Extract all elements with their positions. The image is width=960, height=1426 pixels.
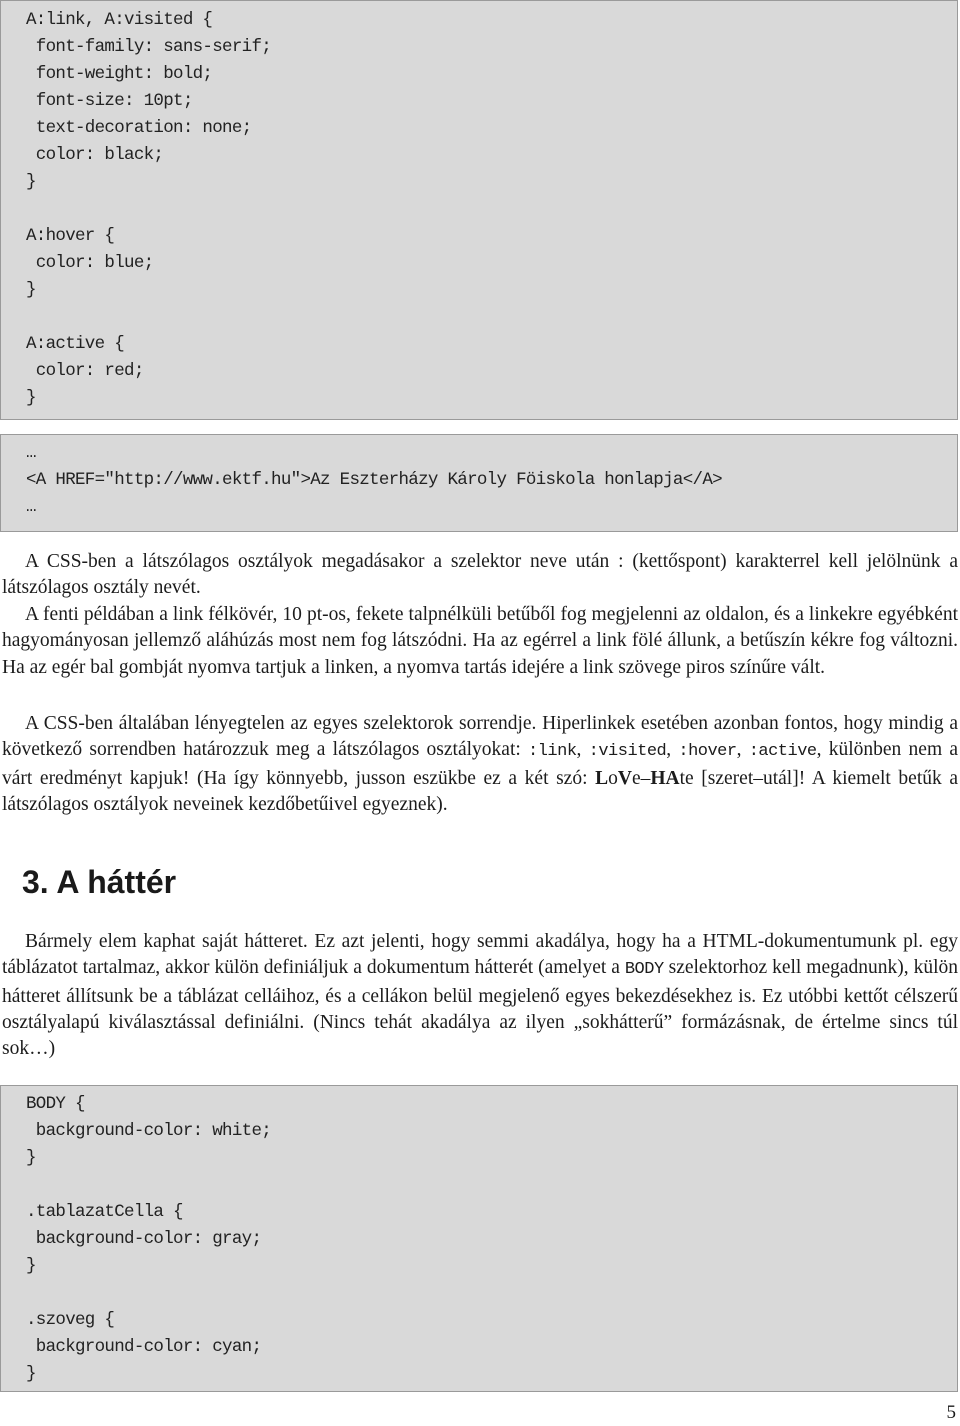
code-line: color: red; [26,361,144,381]
paragraph-text: A fenti példában a link félkövér, 10 pt-os, fekete talpnélküli betűből fog megjelenni az oldalon, és a linkekre egyébként hagyományosan jellemző aláhúzás most nem fog látszódni. Ha az egérrel a link fölé állunk, a betűszín kékre fog változni. Ha az egér bal gombját nyomva tartjuk a linken, a nyomva tartás idejére a link szövege piros színűre vált. [2,604,958,678]
separator: , [736,739,749,761]
code-line: .szoveg { [26,1310,115,1330]
separator: , [666,739,679,761]
code-line: } [26,172,36,192]
code-line: font-weight: bold; [26,64,213,84]
code-line: color: blue; [26,253,154,273]
paragraph-text: , különben nem a várt eredményt kapjuk! (Ha így könnyebb, jusson eszükbe ez a két szó: [2,739,958,789]
code-line: text-decoration: none; [26,118,252,138]
code-line: … [26,443,36,463]
code-line: background-color: cyan; [26,1337,262,1357]
page-number: 5 [946,1402,956,1423]
code-line: … [26,497,36,517]
paragraph-text: o [608,767,618,789]
code-block-anchor-example [0,434,958,532]
paragraph-text: A CSS-ben a látszólagos osztályok megadásakor a szelektor neve után : (kettőspont) karakterrel kell jelölnünk a látszólagos osztály nevét. [2,551,958,599]
section-heading: 3. A háttér [22,864,177,900]
code-line: } [26,1256,36,1276]
code-line: A:link, A:visited { [26,10,213,30]
separator: , [576,739,589,761]
code-line: } [26,280,36,300]
code-line: A:hover { [26,226,115,246]
code-line: font-size: 10pt; [26,91,193,111]
code-block-background-styles [0,1085,958,1392]
paragraph-text: e– [631,767,651,789]
code-line: } [26,1364,36,1384]
paragraph-text: szelektorhoz kell megadnunk), külön hátteret állítsunk be a táblázat celláihoz, és a cellákon belül megjelenő egyes bekezdésekhez is. Ez utóbbi kettőt célszerű osztályalapú kiválasztással definiálni. (Nincs tehát akadálya az ilyen „sokhátterű” formázásnak, de értelme sincs túl sok…) [2,957,959,1060]
paragraph-example-explanation [2,602,958,681]
code-line: background-color: white; [26,1121,272,1141]
inline-code: :active [748,742,817,762]
code-line: } [26,388,36,408]
code-line: <A HREF="http://www.ektf.hu">Az Eszterházy Károly Föiskola honlapja</A> [26,470,722,490]
paragraph-text: A CSS-ben általában lényegtelen az egyes szelektorok sorrendje. Hiperlinkek esetében azonban fontos, hogy mindig a következő sorrendben határozzuk meg a látszólagos osztályokat: [2,713,958,761]
paragraph-text: Bármely elem kaphat saját hátteret. Ez azt jelenti, hogy semmi akadálya, hogy ha a HTML-dokumentumunk pl. egy táblázatot tartalmaz, akkor külön definiáljuk a dokumentum hátterét (amelyet a [2,931,958,979]
code-line: } [26,1148,36,1168]
inline-code: :visited [588,742,667,762]
emphasis-letter: V [617,767,632,789]
code-line: .tablazatCella { [26,1202,183,1222]
emphasis-letter: L [595,767,609,789]
inline-code: :hover [678,742,737,762]
code-line: background-color: gray; [26,1229,262,1249]
code-block-link-styles [0,0,958,420]
paragraph-selector-order [2,711,958,818]
paragraph-text: te [szeret–utál]! A kiemelt betűk a látszólagos osztályok neveinek kezdőbetűivel egyeznek). [2,767,958,815]
inline-code: BODY [624,960,664,980]
paragraph-pseudo-class-intro [2,549,958,602]
code-line: BODY { [26,1094,85,1114]
inline-code: :link [528,742,577,762]
emphasis-letter: HA [650,767,680,789]
paragraph-background-intro [2,929,958,1062]
code-line: A:active { [26,334,125,354]
code-line: font-family: sans-serif; [26,37,272,57]
code-line: color: black; [26,145,164,165]
